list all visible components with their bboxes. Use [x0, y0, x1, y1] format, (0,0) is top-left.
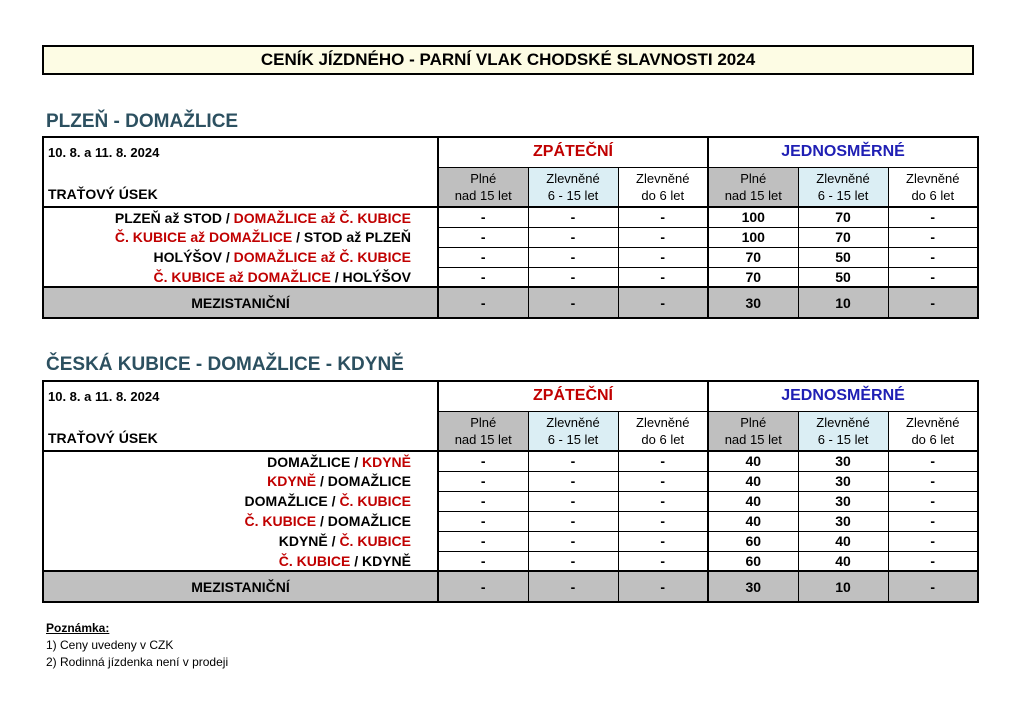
header-zlevnene6-line1: Zlevněné — [906, 170, 960, 186]
header-zlevnene6-line2: do 6 let — [911, 431, 955, 447]
fare-value: - — [888, 471, 978, 491]
table-row-mezistanicni — [43, 287, 978, 318]
fare-value: - — [438, 451, 528, 471]
fare-table-ceska-kubice-domazlice-kdyne — [42, 380, 979, 603]
header-zlevnene6-line1: Zlevněné — [636, 170, 690, 186]
fare-value: - — [618, 511, 708, 531]
header-zpatecni: ZPÁTEČNÍ — [438, 381, 708, 411]
header-zlevnene6-zpatecni — [618, 411, 708, 451]
header-zlevnene6-line1: Zlevněné — [636, 414, 690, 430]
fare-value: 30 — [798, 491, 888, 511]
fare-value: - — [438, 511, 528, 531]
fare-value: 10 — [798, 571, 888, 602]
route-to: Č. KUBICE — [339, 493, 411, 509]
route-from: Č. KUBICE až DOMAŽLICE — [114, 229, 293, 245]
header-plne-jednosmerne — [708, 167, 798, 207]
route-to: DOMAŽLICE až Č. KUBICE — [233, 249, 411, 265]
fare-value: - — [618, 451, 708, 471]
header-zlevnene6-line2: do 6 let — [911, 187, 955, 203]
page-title: CENÍK JÍZDNÉHO - PARNÍ VLAK CHODSKÉ SLAVNOSTI 2024 — [42, 45, 974, 75]
fare-value: - — [888, 227, 978, 247]
fare-value: 40 — [798, 531, 888, 551]
route-from: Č. KUBICE — [244, 513, 317, 529]
fare-value: 30 — [798, 471, 888, 491]
fare-value: 70 — [708, 247, 798, 267]
fare-value: 10 — [798, 287, 888, 318]
route-from: DOMAŽLICE — [244, 493, 328, 509]
route-label — [43, 227, 438, 247]
route-from: HOLÝŠOV — [153, 249, 222, 265]
header-plne-line1: Plné — [740, 414, 767, 430]
fare-value: - — [888, 267, 978, 287]
fare-value: - — [528, 267, 618, 287]
fare-value: - — [528, 571, 618, 602]
header-tratovy-usek: TRAŤOVÝ ÚSEK — [43, 167, 438, 207]
fare-value: 60 — [708, 551, 798, 571]
route-from: KDYNĚ — [267, 473, 317, 489]
fare-value: - — [528, 451, 618, 471]
header-date: 10. 8. a 11. 8. 2024 — [48, 389, 160, 404]
table-row — [43, 491, 978, 511]
route-sep: / — [316, 513, 328, 529]
section-title-ceska-kubice-domazlice-kdyne: ČESKÁ KUBICE - DOMAŽLICE - KDYNĚ — [46, 354, 404, 375]
route-label — [43, 471, 438, 491]
route-to: STOD až PLZEŇ — [303, 229, 411, 245]
fare-value: 100 — [708, 227, 798, 247]
fare-value: - — [888, 247, 978, 267]
table-row-mezistanicni — [43, 571, 978, 602]
table-row — [43, 531, 978, 551]
fare-value: 30 — [798, 451, 888, 471]
route-label — [43, 267, 438, 287]
route-sep: / — [221, 209, 234, 226]
route-from: Č. KUBICE — [278, 552, 351, 569]
header-plne-line1: Plné — [740, 170, 767, 186]
route-label — [43, 491, 438, 511]
fare-value: - — [438, 247, 528, 267]
header-tratovy-usek: TRAŤOVÝ ÚSEK — [43, 411, 438, 451]
header-zlevnene6-jednosmerne — [888, 167, 978, 207]
fare-value: - — [618, 207, 708, 227]
route-from: DOMAŽLICE — [267, 453, 351, 470]
route-to: KDYNĚ — [361, 453, 411, 470]
header-plne-jednosmerne — [708, 411, 798, 451]
note-line-1: 1) Ceny uvedeny v CZK — [46, 638, 174, 652]
header-zlevnene-line2: 6 - 15 let — [817, 187, 869, 203]
note-title: Poznámka: — [46, 621, 110, 635]
header-plne-zpatecni — [438, 411, 528, 451]
fare-value: - — [528, 227, 618, 247]
table-row — [43, 551, 978, 571]
route-sep: / — [350, 552, 362, 569]
fare-value: - — [618, 531, 708, 551]
header-zlevnene-line1: Zlevněné — [816, 170, 870, 186]
fare-value: 70 — [798, 227, 888, 247]
fare-table-plzen-domazlice — [42, 136, 979, 319]
route-sep: / — [330, 268, 343, 285]
fare-value: 50 — [798, 247, 888, 267]
fare-value: - — [618, 287, 708, 318]
fare-value: - — [438, 227, 528, 247]
header-zlevnene6-line2: do 6 let — [641, 187, 685, 203]
route-label — [43, 531, 438, 551]
header-zlevnene-jednosmerne — [798, 167, 888, 207]
fare-value: 40 — [708, 471, 798, 491]
route-to: DOMAŽLICE — [327, 513, 411, 529]
fare-value: - — [438, 491, 528, 511]
route-from: Č. KUBICE až DOMAŽLICE — [153, 268, 331, 285]
mezistanicni-label: MEZISTANIČNÍ — [43, 571, 438, 602]
fare-value: - — [618, 491, 708, 511]
header-zlevnene-line1: Zlevněné — [816, 414, 870, 430]
note-line-2: 2) Rodinná jízdenka není v prodeji — [46, 655, 229, 669]
route-to: KDYNĚ — [361, 552, 411, 569]
header-plne-zpatecni — [438, 167, 528, 207]
route-sep: / — [316, 473, 328, 489]
fare-value: - — [438, 551, 528, 571]
header-zlevnene-line2: 6 - 15 let — [547, 187, 599, 203]
fare-value: - — [618, 571, 708, 602]
header-zlevnene-line2: 6 - 15 let — [547, 431, 599, 447]
route-label — [43, 451, 438, 471]
fare-value: - — [888, 491, 978, 511]
fare-value: 40 — [708, 451, 798, 471]
section-title-plzen-domazlice: PLZEŇ - DOMAŽLICE — [46, 111, 239, 132]
fare-value: 30 — [798, 511, 888, 531]
route-sep: / — [350, 453, 362, 470]
header-zlevnene-jednosmerne — [798, 411, 888, 451]
fare-value: - — [528, 531, 618, 551]
table-row — [43, 471, 978, 491]
route-to: Č. KUBICE — [339, 533, 411, 549]
fare-value: - — [888, 207, 978, 227]
fare-value: - — [438, 571, 528, 602]
header-zlevnene-line1: Zlevněné — [546, 414, 600, 430]
table-row — [43, 511, 978, 531]
fare-value: 30 — [708, 571, 798, 602]
fare-value: - — [528, 247, 618, 267]
header-zpatecni: ZPÁTEČNÍ — [438, 137, 708, 167]
table-row — [43, 247, 978, 267]
route-from: PLZEŇ až STOD — [114, 209, 222, 226]
fare-value: - — [528, 511, 618, 531]
header-zlevnene6-zpatecni — [618, 167, 708, 207]
fare-value: - — [438, 287, 528, 318]
header-zlevnene-line2: 6 - 15 let — [817, 431, 869, 447]
fare-value: - — [438, 267, 528, 287]
fare-value: - — [888, 531, 978, 551]
fare-value: 50 — [798, 267, 888, 287]
header-date: 10. 8. a 11. 8. 2024 — [48, 145, 160, 160]
header-zlevnene-zpatecni — [528, 167, 618, 207]
fare-value: - — [528, 287, 618, 318]
header-zlevnene6-jednosmerne — [888, 411, 978, 451]
header-plne-line2: nad 15 let — [724, 187, 782, 203]
route-sep: / — [327, 533, 340, 549]
route-sep: / — [292, 229, 304, 245]
route-from: KDYNĚ — [278, 533, 328, 549]
fare-value: - — [618, 267, 708, 287]
fare-value: - — [888, 451, 978, 471]
fare-value: - — [528, 471, 618, 491]
fare-value: 70 — [708, 267, 798, 287]
fare-value: 60 — [708, 531, 798, 551]
route-sep: / — [221, 249, 234, 265]
route-label — [43, 247, 438, 267]
fare-value: - — [438, 531, 528, 551]
header-zlevnene-zpatecni — [528, 411, 618, 451]
fare-value: - — [888, 511, 978, 531]
fare-value: - — [528, 207, 618, 227]
fare-value: - — [618, 551, 708, 571]
header-zlevnene-line1: Zlevněné — [546, 170, 600, 186]
fare-value: - — [888, 551, 978, 571]
header-plne-line1: Plné — [470, 170, 497, 186]
header-plne-line2: nad 15 let — [454, 431, 512, 447]
fare-value: - — [438, 207, 528, 227]
route-label — [43, 551, 438, 571]
table-row — [43, 207, 978, 227]
fare-value: 40 — [798, 551, 888, 571]
route-to: DOMAŽLICE — [327, 473, 411, 489]
header-jednosmerne: JEDNOSMĚRNÉ — [708, 137, 978, 167]
fare-value: 40 — [708, 511, 798, 531]
fare-value: 70 — [798, 207, 888, 227]
route-sep: / — [327, 493, 340, 509]
fare-value: - — [618, 471, 708, 491]
fare-value: 30 — [708, 287, 798, 318]
route-label — [43, 207, 438, 227]
route-to: DOMAŽLICE až Č. KUBICE — [233, 209, 411, 226]
table-row — [43, 451, 978, 471]
fare-value: 40 — [708, 491, 798, 511]
mezistanicni-label: MEZISTANIČNÍ — [43, 287, 438, 318]
header-plne-line2: nad 15 let — [724, 431, 782, 447]
fare-value: - — [618, 247, 708, 267]
fare-value: - — [528, 491, 618, 511]
fare-value: - — [888, 571, 978, 602]
header-plne-line1: Plné — [470, 414, 497, 430]
route-to: HOLÝŠOV — [342, 268, 411, 285]
fare-value: 100 — [708, 207, 798, 227]
fare-value: - — [438, 471, 528, 491]
header-jednosmerne: JEDNOSMĚRNÉ — [708, 381, 978, 411]
header-zlevnene6-line2: do 6 let — [641, 431, 685, 447]
fare-value: - — [528, 551, 618, 571]
header-zlevnene6-line1: Zlevněné — [906, 414, 960, 430]
table-row — [43, 267, 978, 287]
table-row — [43, 227, 978, 247]
fare-value: - — [618, 227, 708, 247]
header-plne-line2: nad 15 let — [454, 187, 512, 203]
route-label — [43, 511, 438, 531]
fare-value: - — [888, 287, 978, 318]
